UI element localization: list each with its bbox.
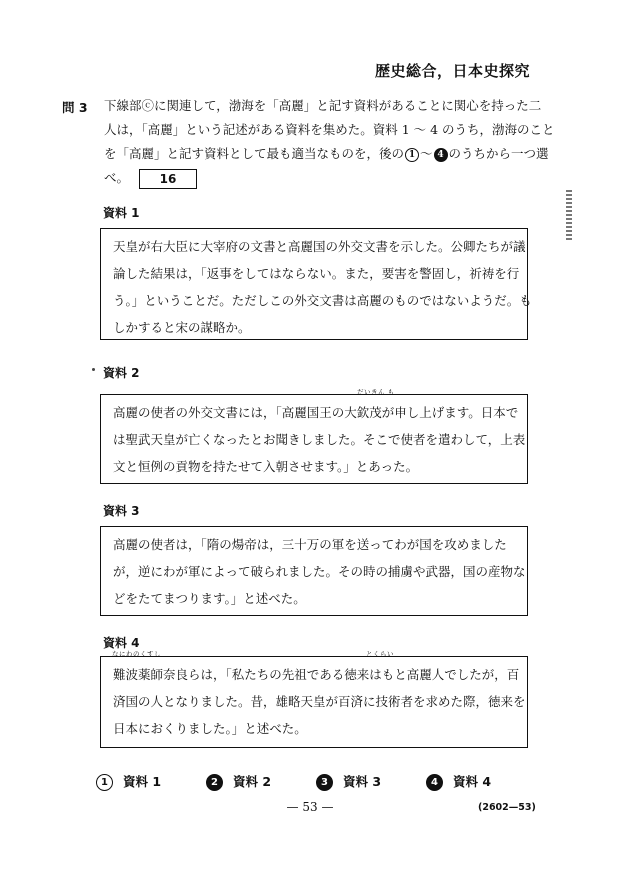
choice-4[interactable] xyxy=(426,772,491,791)
source-4-line: 日本におくりました。」と述べた。 xyxy=(113,721,307,736)
question-line-3-text: を「高麗」と記す資料として最も適当なものを，後の xyxy=(104,146,405,161)
source-4-box xyxy=(100,656,528,748)
question-line-3-tail: のうちから一つ選 xyxy=(448,146,549,161)
source-3-line: どをたてまつります。」と述べた。 xyxy=(113,591,306,606)
source-3-line: が，逆にわが軍によって破られました。その時の捕虜や武器，国の産物な xyxy=(113,564,526,579)
choice-label: 資料 1 xyxy=(123,774,162,789)
circled-number-1-icon: 1 xyxy=(405,148,419,162)
page-number: — 53 — xyxy=(286,800,334,814)
choice-label: 資料 3 xyxy=(343,774,382,789)
source-2-box xyxy=(100,394,528,484)
source-4-line: 済国の人となりました。昔，雄略天皇が百済に技術者を求めた際，徳来を xyxy=(113,694,526,709)
source-1-label: 資料 1 xyxy=(103,206,140,220)
source-3-line: 高麗の使者は，「隋の煬帝は，三十万の軍を送ってわが国を攻めました xyxy=(113,537,507,552)
exam-code: (2602—53) xyxy=(478,802,536,813)
circled-number-3-icon: 3 xyxy=(316,774,333,791)
question-line-2: 人は，「高麗」という記述がある資料を集めた。資料 1 〜 4 のうち，渤海のこと xyxy=(104,122,555,137)
stray-mark xyxy=(92,368,95,371)
range-tilde: 〜 xyxy=(420,146,433,161)
circled-number-4-icon: 4 xyxy=(434,148,448,162)
page-header-title: 歴史総合，日本史探究 xyxy=(374,62,530,80)
question-line-4-text: べ。 xyxy=(104,170,130,185)
source-4-label: 資料 4 xyxy=(103,636,140,650)
source-4-ruby-b: とくらい xyxy=(366,650,394,658)
source-2-line: 文と恒例の貢物を持たせて入朝させます。」とあった。 xyxy=(113,459,419,474)
circled-number-4-icon: 4 xyxy=(426,774,443,791)
source-2-label: 資料 2 xyxy=(103,366,140,380)
question-label: 問 3 xyxy=(62,100,88,115)
source-1-line: 天皇が右大臣に大宰府の文書と高麗国の外交文書を示した。公卿たちが議 xyxy=(113,239,526,254)
source-3-box xyxy=(100,526,528,616)
choice-label: 資料 2 xyxy=(233,774,272,789)
choice-label: 資料 4 xyxy=(453,774,492,789)
answer-number-box[interactable]: 16 xyxy=(139,169,197,189)
choice-2[interactable] xyxy=(206,772,271,791)
choice-1[interactable] xyxy=(96,772,161,791)
question-line-1: 下線部ⓒに関連して，渤海を「高麗」と記す資料があることに関心を持った二 xyxy=(104,98,542,113)
side-registration-marks xyxy=(566,190,572,240)
source-1-line: 論した結果は，「返事をしてはならない。また，要害を警固し，祈祷を行 xyxy=(113,266,520,281)
circled-number-2-icon: 2 xyxy=(206,774,223,791)
circled-number-1-icon: 1 xyxy=(96,774,113,791)
source-2-line: は聖武天皇が亡くなったとお聞きしました。そこで使者を遣わして，上表 xyxy=(113,432,526,447)
source-3-label: 資料 3 xyxy=(103,504,140,518)
question-line-3 xyxy=(104,142,549,166)
source-4-ruby-a: なにわのくすし xyxy=(112,650,161,658)
source-1-line: しかすると宋の謀略か。 xyxy=(113,320,251,335)
question-line-4 xyxy=(104,166,197,190)
source-2-line: 高麗の使者の外交文書には，「高麗国王の大欽茂が申し上げます。日本で xyxy=(113,405,519,420)
choice-3[interactable] xyxy=(316,772,381,791)
source-1-box xyxy=(100,228,532,340)
source-2-ruby: だいきん も xyxy=(357,388,395,396)
source-1-line: う。」ということだ。ただしこの外交文書は高麗のものではないようだ。も xyxy=(113,293,532,308)
source-4-line: 難波薬師奈良らは，「私たちの先祖である徳来はもと高麗人でしたが，百 xyxy=(113,667,520,682)
